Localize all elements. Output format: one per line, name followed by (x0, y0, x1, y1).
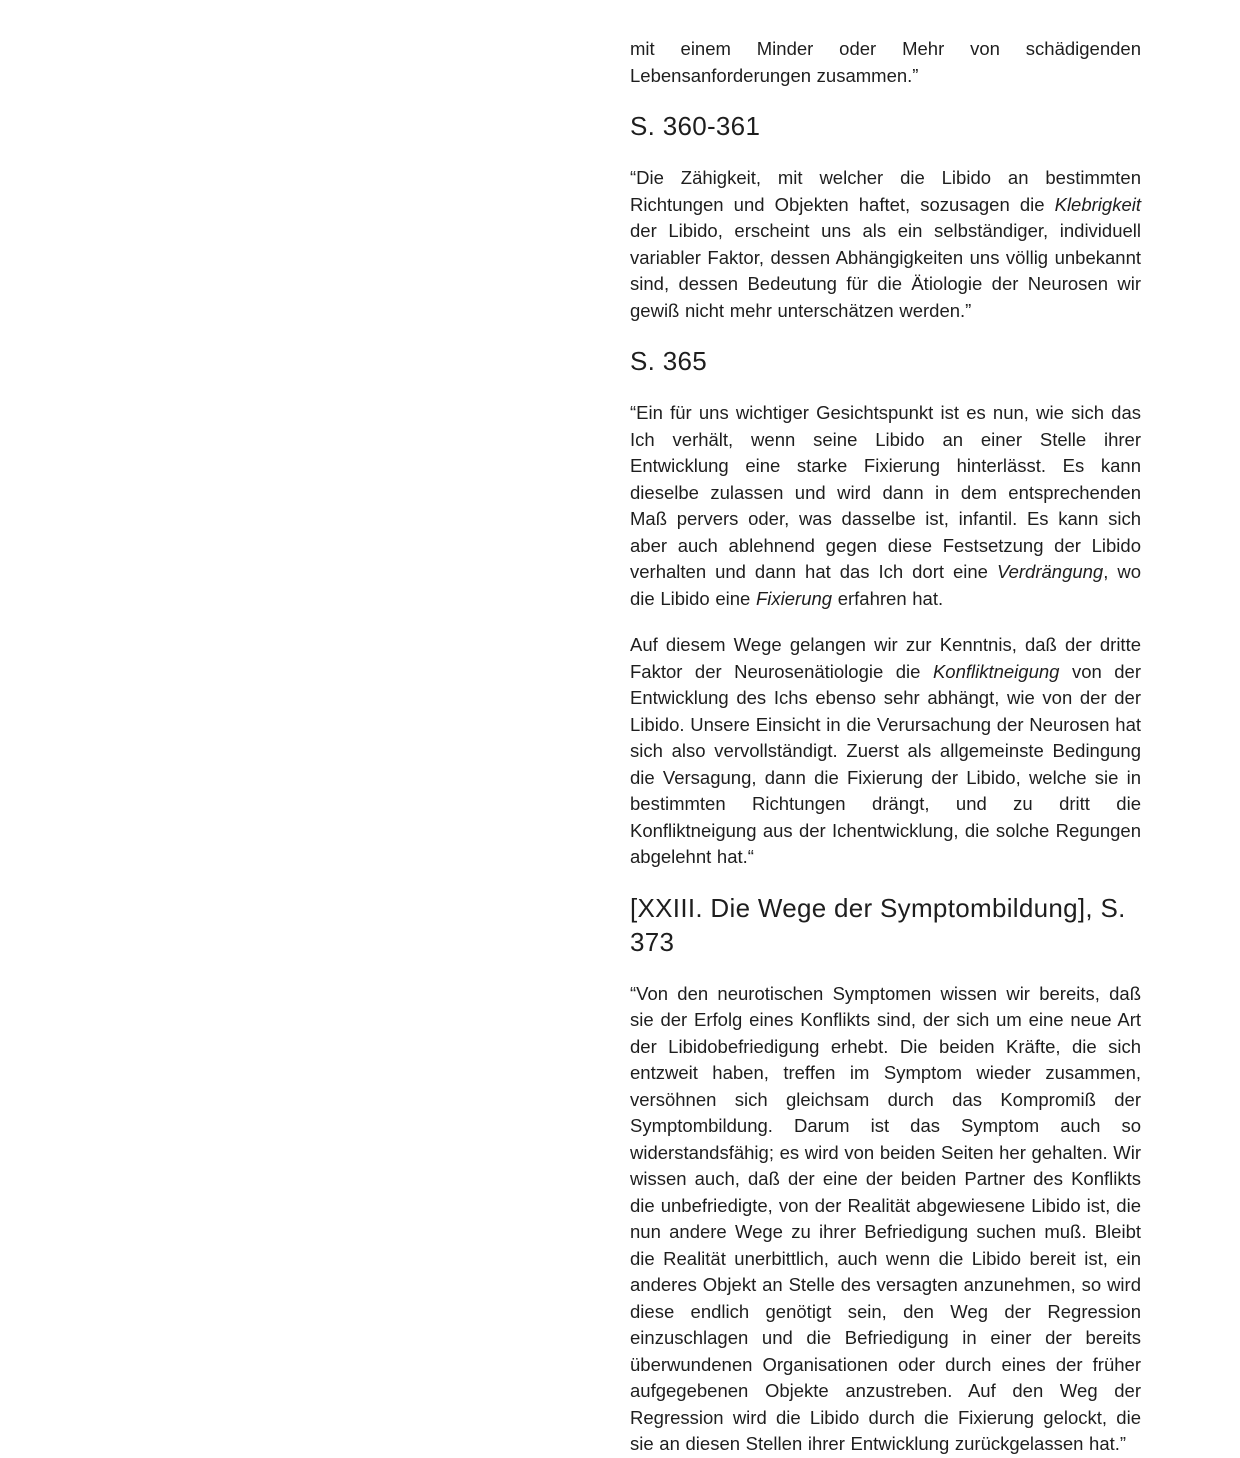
section-heading-s365 (630, 344, 1141, 378)
emphasized-text: Konfliktneigung (932, 660, 1060, 682)
paragraph-symptome (630, 981, 1141, 1458)
heading-text: S. 360-361 (630, 111, 761, 141)
body-text: der Libido, erscheint uns als ein selbständiger, individuell variabler Faktor, dessen Abhängigkeiten uns völlig unbekannt sind, dessen Bedeutung für die Ätiologie der Neurosen wir gewiß nicht mehr unterschätzen werden.” (630, 220, 1141, 321)
text-column (630, 36, 1141, 1458)
body-text: Auf diesem Wege gelangen wir zur Kenntnis, daß der dritte Faktor der Neurosenätiologie die (630, 634, 1141, 682)
body-text: , wo die Libido eine (630, 561, 1141, 609)
section-heading-symptombildung-s373 (630, 891, 1141, 959)
emphasized-text: Verdrängung (996, 561, 1104, 582)
heading-text: S. 365 (630, 346, 707, 376)
paragraph-quote-end (630, 36, 1141, 89)
body-text: “Von den neurotischen Symptomen wissen wir bereits, daß sie der Erfolg eines Konflikts sind, der sich um eine neue Art der Libidobefriedigung erhebt. Die beiden Kräfte, die sich entzweit haben, treffen im Symptom wieder zusammen, versöhnen sich gleichsam durch das Kompromiß der Symptombildung. Darum ist das Symptom auch so widerstandsfähig; es wird von beiden Seiten her gehalten. Wir wissen auch, daß der eine der beiden Partner des Konflikts die unbefriedigte, von der Realität abgewiesene Libido ist, die nun andere Wege zu ihrer Befriedigung suchen muß. Bleibt die Realität unerbittlich, auch wenn die Libido bereit ist, ein anderes Objekt an Stelle des versagten anzunehmen, so wird diese endlich genötigt sein, den Weg der Regression einzuschlagen und die Befriedigung in einer der bereits überwundenen Organisationen oder durch eines der früher aufgegebenen Objekte anzustreben. Auf den Weg der Regression wird die Libido durch die Fixierung gelockt, die sie an diesen Stellen ihrer Entwicklung zurückgelassen hat.” (630, 982, 1141, 1454)
body-text: von der Entwicklung des Ichs ebenso sehr abhängt, wie von der der Libido. Unsere Einsicht in die Verursachung der Neurosen hat sich also vervollständigt. Zuerst als allgemeinste Bedingung die Versagung, dann die Fixierung der Libido, welche sie in bestimmten Richtungen drängt, und zu dritt die Konfliktneigung aus der Ichentwicklung, die solche Regungen abgelehnt hat.“ (630, 660, 1141, 867)
paragraph-gesichtspunkt (630, 400, 1141, 612)
section-heading-s360-361 (630, 109, 1141, 143)
body-text: “Ein für uns wichtiger Gesichtspunkt ist es nun, wie sich das Ich verhält, wenn seine Libido an einer Stelle ihrer Entwicklung eine starke Fixierung hinterlässt. Es kann dieselbe zulassen und wird dann in dem entsprechenden Maß pervers oder, was dasselbe ist, infantil. Es kann sich aber auch ablehnend gegen diese Festsetzung der Libido verhalten und dann hat das Ich dort eine (630, 402, 1141, 582)
heading-text: [XXIII. Die Wege der Symptombildung], S. 373 (630, 892, 1126, 957)
emphasized-text: Klebrigkeit (1054, 193, 1141, 215)
body-text: “Die Zähigkeit, mit welcher die Libido an bestimmten Richtungen und Objekten haftet, sozusagen die (630, 167, 1141, 215)
emphasized-text: Fixierung (755, 587, 833, 609)
body-text: mit einem Minder oder Mehr von schädigenden Lebensanforderungen zusammen.” (630, 38, 1141, 86)
paragraph-zaehigkeit (630, 165, 1141, 324)
body-text: erfahren hat. (832, 587, 944, 609)
paragraph-konfliktneigung (630, 632, 1141, 871)
